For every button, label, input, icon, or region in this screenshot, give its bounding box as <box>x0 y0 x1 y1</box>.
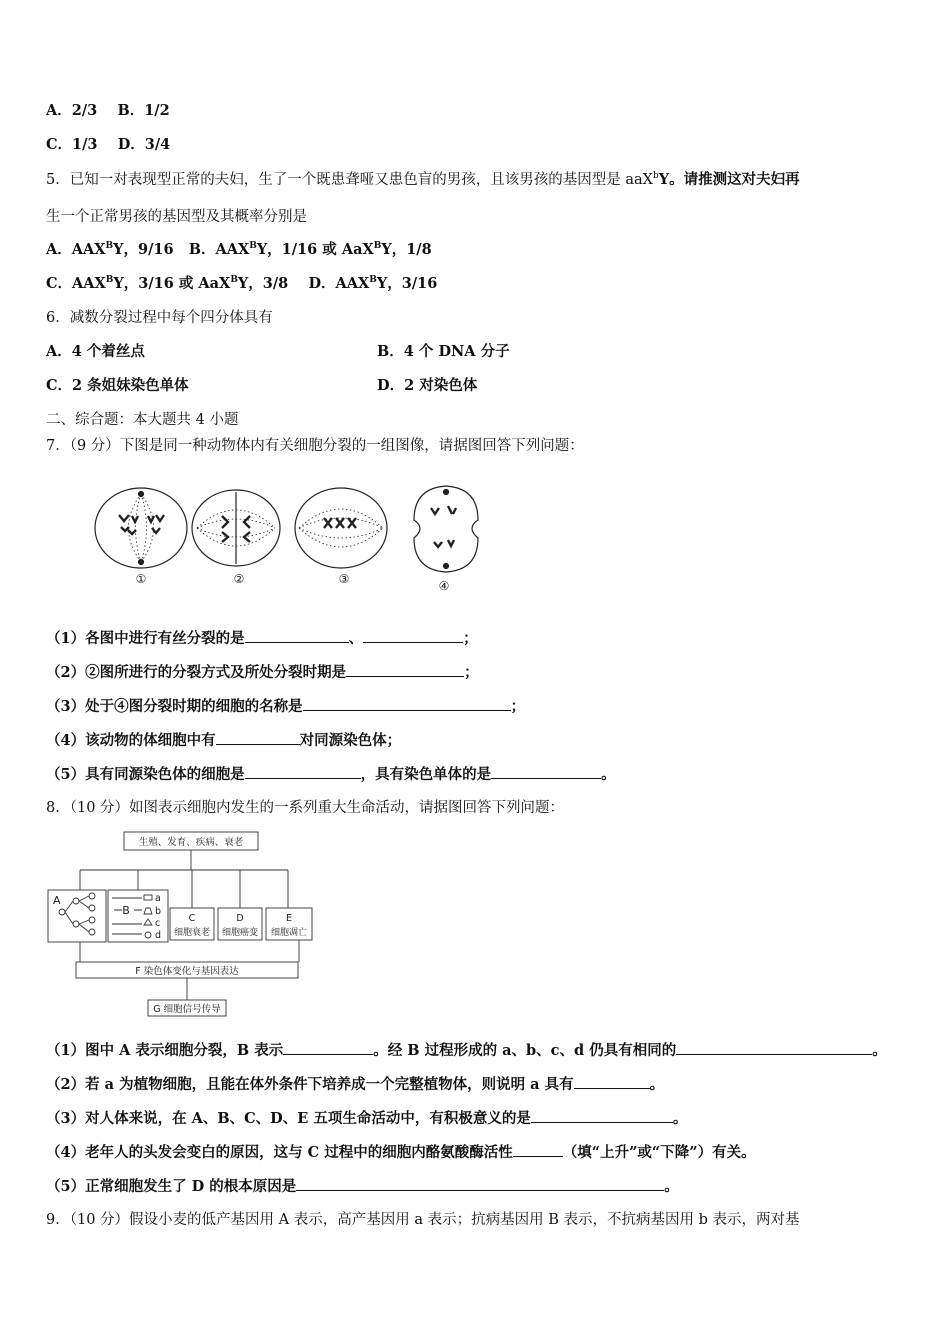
q6-option-d: D．2 对染色体 <box>377 377 478 394</box>
q8-sub1-blank1[interactable] <box>283 1040 373 1055</box>
q6-options-ab <box>46 342 906 362</box>
fig-label-3: ③ <box>338 572 350 586</box>
q8-sub4: （4）老年人的头发会变白的原因，这与 C 过程中的细胞内酪氨酸酶活性 （填“上升”或“下降”）有关。 <box>46 1144 756 1161</box>
q6-options-cd <box>46 376 906 396</box>
q4-options-ab <box>46 101 170 121</box>
q4-options-cd <box>46 135 170 155</box>
cell-3 <box>295 488 387 568</box>
q5-stem-line2: 生一个正常男孩的基因型及其概率分别是 <box>46 209 307 225</box>
fig-label-4: ④ <box>438 579 450 593</box>
q8-sub1: （1）图中 A 表示细胞分裂，B 表示 。经 B 过程形成的 a、b、c、d 仍具有相同的 。 <box>46 1042 887 1059</box>
d-box-text: 细胞癌变 <box>221 928 259 938</box>
q7-sub1-blank2[interactable] <box>363 628 463 643</box>
c-box-letter: C <box>188 913 196 924</box>
q7-sub4: （4）该动物的体细胞中有 对同源染色体； <box>46 732 402 749</box>
output-b: b <box>155 906 162 917</box>
q4-option-b: B．1/2 <box>117 102 170 119</box>
q5-option-b: B．$AAX^BY$，1/16 或 AaX$^B$Y，1/8 <box>188 241 432 258</box>
q7-sub5-blank1[interactable] <box>245 764 361 779</box>
q5-option-d: D．$AAX^BY$，3/16 <box>308 275 438 292</box>
f-box-text: F 染色体变化与基因表达 <box>135 966 239 977</box>
q5-option-c: C．$AAX^BY$，3/16 或 AaX$^B$Y，3/8 <box>46 275 289 292</box>
q7-sub4-blank[interactable] <box>216 730 300 745</box>
q7-sub1: （1）各图中进行有丝分裂的是 、 ； <box>46 630 478 647</box>
c-box-text: 细胞衰老 <box>173 928 211 938</box>
q7-cell-division-figure <box>86 480 486 598</box>
q7-sub3-blank[interactable] <box>303 696 511 711</box>
q8-sub3-blank[interactable] <box>531 1108 673 1123</box>
q4-option-d: D．3/4 <box>117 136 171 153</box>
q5-option-a: A．$AAX^BY$，9/16 <box>46 241 174 258</box>
e-box-text: 细胞凋亡 <box>270 928 308 938</box>
q6-option-c: C．2 条姐妹染色单体 <box>46 377 189 394</box>
q8-sub4-blank[interactable] <box>513 1142 563 1157</box>
g-box-text: G 细胞信号传导 <box>153 1004 221 1015</box>
q8-sub1-blank2[interactable] <box>676 1040 872 1055</box>
q8-sub5-blank[interactable] <box>296 1176 664 1191</box>
q5-stem-text-2: Y。请推测这对夫妇再 <box>658 171 800 188</box>
a-label: A <box>53 894 61 907</box>
fig-label-2: ② <box>233 572 245 586</box>
section2-title: 二、综合题：本大题共 4 小题 <box>46 412 239 428</box>
d-box-letter: D <box>236 913 244 924</box>
cell-2 <box>192 490 280 566</box>
q4-option-c: C．1/3 <box>46 136 98 153</box>
q8-life-activity-diagram <box>46 828 316 1020</box>
q5-options-cd <box>46 274 437 294</box>
q7-stem: 7．（9 分）下图是同一种动物体内有关细胞分裂的一组图像，请据图回答下列问题： <box>46 438 584 454</box>
q6-option-b: B．4 个 DNA 分子 <box>377 343 510 360</box>
q9-stem: 9．（10 分）假设小麦的低产基因用 A 表示，高产基因用 a 表示；抗病基因用 B 表示，不抗病基因用 b 表示，两对基 <box>46 1212 800 1228</box>
q5-options-ab <box>46 240 432 260</box>
q7-sub3: （3）处于④图分裂时期的细胞的名称是 ； <box>46 698 526 715</box>
cell-1 <box>95 488 187 568</box>
output-d: d <box>155 930 162 941</box>
b-label: B <box>122 904 130 917</box>
top-box-text: 生殖、发育、疾病、衰老 <box>138 837 244 848</box>
e-box-letter: E <box>285 913 293 924</box>
output-a: a <box>155 893 161 904</box>
cell-4 <box>414 486 478 572</box>
q7-sub1-blank1[interactable] <box>245 628 349 643</box>
q5-stem-sup: b <box>652 171 659 181</box>
q7-sub5-blank2[interactable] <box>491 764 601 779</box>
fig-label-1: ① <box>135 572 147 586</box>
q4-option-a: A．2/3 <box>46 102 98 119</box>
q7-sub5: （5）具有同源染色体的细胞是 ，具有染色单体的是 。 <box>46 766 616 783</box>
q6-option-a: A．4 个着丝点 <box>46 343 145 360</box>
q7-sub2: （2）②图所进行的分裂方式及所处分裂时期是 ； <box>46 664 479 681</box>
q8-sub2: （2）若 a 为植物细胞，且能在体外条件下培养成一个完整植物体，则说明 a 具有 。 <box>46 1076 665 1093</box>
q8-stem: 8．（10 分）如图表示细胞内发生的一系列重大生命活动，请据图回答下列问题： <box>46 800 565 816</box>
q8-sub5: （5）正常细胞发生了 D 的根本原因是 。 <box>46 1178 679 1195</box>
q8-sub2-blank[interactable] <box>574 1074 650 1089</box>
q5-stem <box>46 170 800 190</box>
q5-stem-text: 5．已知一对表现型正常的夫妇，生了一个既患聋哑又患色盲的男孩，且该男孩的基因型是 aaX <box>46 172 653 188</box>
q6-stem: 6．减数分裂过程中每个四分体具有 <box>46 310 273 326</box>
output-c: c <box>155 918 161 929</box>
q7-sub2-blank[interactable] <box>346 662 464 677</box>
q8-sub3: （3）对人体来说，在 A、B、C、D、E 五项生命活动中，有积极意义的是 。 <box>46 1110 688 1127</box>
